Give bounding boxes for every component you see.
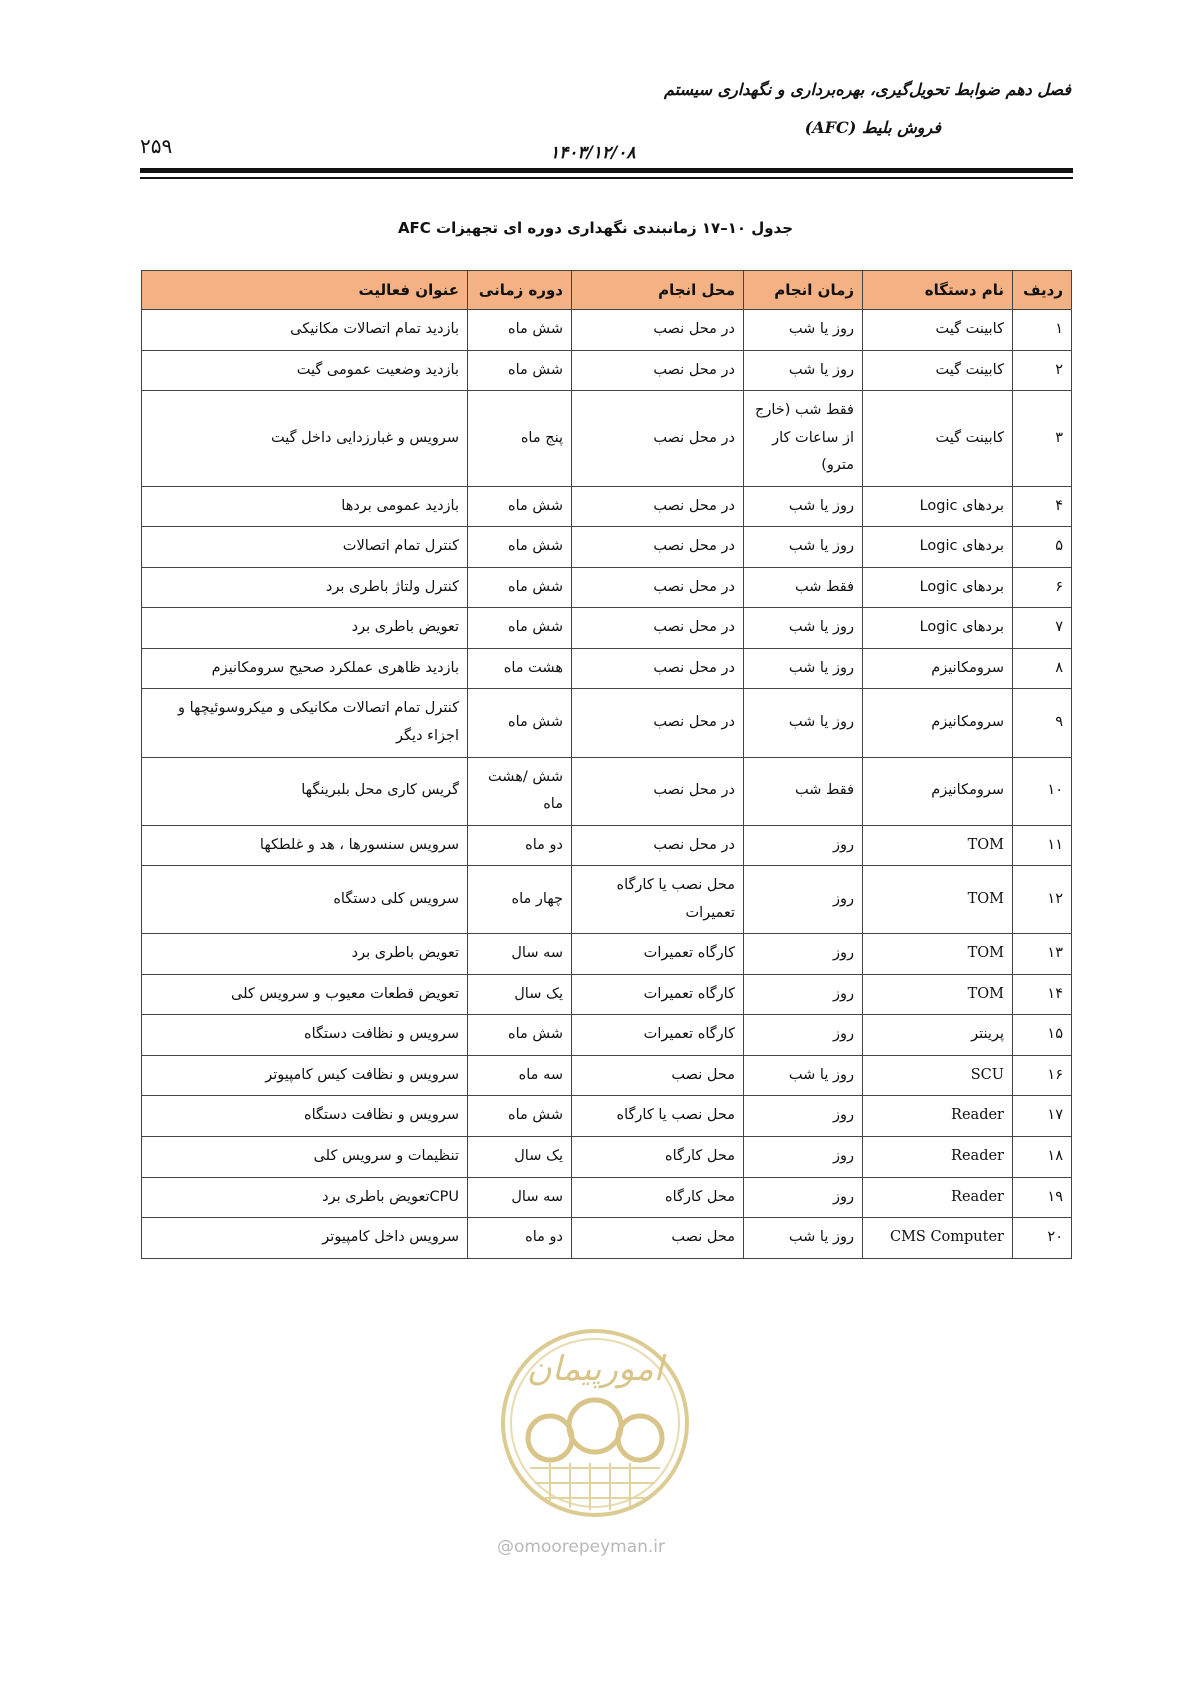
activity-cell: بازدید ظاهری عملکرد صحیح سرومکانیزم [142, 648, 468, 689]
table-header-row [142, 271, 1072, 310]
device-name-cell: پرینتر [863, 1015, 1013, 1056]
table-row [142, 1137, 1072, 1178]
activity-cell: سرویس و نظافت دستگاه [142, 1096, 468, 1137]
row-number-cell: ۱ [1013, 310, 1072, 351]
table-row [142, 1096, 1072, 1137]
device-name-cell: CMS Computer [863, 1218, 1013, 1259]
table-row [142, 934, 1072, 975]
device-name-cell: کابینت گیت [863, 350, 1013, 391]
activity-cell: کنترل تمام اتصالات [142, 527, 468, 568]
place-cell: در محل نصب [572, 757, 744, 825]
time-cell: روز یا شب [744, 1218, 863, 1259]
header-cell: عنوان فعالیت [142, 271, 468, 310]
place-cell: کارگاه تعمیرات [572, 934, 744, 975]
period-cell: سه سال [468, 1177, 572, 1218]
chapter-subtitle: فروش بلیط (AFC) [804, 118, 941, 137]
time-cell: روز یا شب [744, 310, 863, 351]
table-row [142, 527, 1072, 568]
time-cell: روز یا شب [744, 1055, 863, 1096]
device-name-cell: بردهای Logic [863, 608, 1013, 649]
place-cell: در محل نصب [572, 825, 744, 866]
activity-cell: بازدید عمومی بردها [142, 486, 468, 527]
device-name-cell: TOM [863, 825, 1013, 866]
table-row [142, 391, 1072, 487]
row-number-cell: ۱۴ [1013, 974, 1072, 1015]
row-number-cell: ۲۰ [1013, 1218, 1072, 1259]
table-row [142, 974, 1072, 1015]
period-cell: هشت ماه [468, 648, 572, 689]
header-cell: ردیف [1013, 271, 1072, 310]
table-row [142, 689, 1072, 757]
header-rule-thin [140, 177, 1073, 179]
activity-cell: سرویس سنسورها ، هد و غلطکها [142, 825, 468, 866]
row-number-cell: ۱۹ [1013, 1177, 1072, 1218]
row-number-cell: ۱۸ [1013, 1137, 1072, 1178]
row-number-cell: ۱۰ [1013, 757, 1072, 825]
place-cell: محل نصب [572, 1055, 744, 1096]
device-name-cell: TOM [863, 934, 1013, 975]
activity-cell: کنترل ولتاژ باطری برد [142, 567, 468, 608]
place-cell: در محل نصب [572, 350, 744, 391]
period-cell: شش ماه [468, 527, 572, 568]
page-number: ۲۵۹ [140, 134, 173, 158]
device-name-cell: بردهای Logic [863, 567, 1013, 608]
place-cell: محل نصب [572, 1218, 744, 1259]
activity-cell: گریس کاری محل بلبرینگها [142, 757, 468, 825]
device-name-cell: سرومکانیزم [863, 648, 1013, 689]
table-row [142, 1177, 1072, 1218]
period-cell: دو ماه [468, 825, 572, 866]
row-number-cell: ۱۶ [1013, 1055, 1072, 1096]
device-name-cell: SCU [863, 1055, 1013, 1096]
time-cell: روز یا شب [744, 486, 863, 527]
row-number-cell: ۷ [1013, 608, 1072, 649]
chapter-title: فصل دهم ضوابط تحویل‌گیری، بهره‌برداری و نگهداری سیستم [664, 80, 1071, 99]
period-cell: شش ماه [468, 567, 572, 608]
activity-cell: سرویس کلی دستگاه [142, 866, 468, 934]
activity-cell: CPUتعویض باطری برد [142, 1177, 468, 1218]
watermark-logo [490, 1318, 700, 1548]
table-row [142, 608, 1072, 649]
activity-cell: تنظیمات و سرویس کلی [142, 1137, 468, 1178]
watermark-logo-text: امورپیمان [526, 1349, 664, 1389]
row-number-cell: ۵ [1013, 527, 1072, 568]
time-cell: فقط شب (خارج از ساعات کار مترو) [744, 391, 863, 487]
activity-cell: کنترل تمام اتصالات مکانیکی و میکروسوئیچها و اجزاء دیگر [142, 689, 468, 757]
time-cell: روز [744, 1177, 863, 1218]
table-caption: جدول ۱۰–۱۷ زمانبندی نگهداری دوره ای تجهیزات AFC [397, 219, 794, 237]
time-cell: روز [744, 1096, 863, 1137]
place-cell: در محل نصب [572, 608, 744, 649]
device-name-cell: کابینت گیت [863, 391, 1013, 487]
period-cell: شش ماه [468, 350, 572, 391]
device-name-cell: Reader [863, 1096, 1013, 1137]
header-cell: دوره زمانی [468, 271, 572, 310]
activity-cell: تعویض باطری برد [142, 608, 468, 649]
period-cell: یک سال [468, 974, 572, 1015]
table-row [142, 310, 1072, 351]
period-cell: شش ماه [468, 310, 572, 351]
activity-cell: سرویس و نظافت کیس کامپیوتر [142, 1055, 468, 1096]
place-cell: محل کارگاه [572, 1177, 744, 1218]
period-cell: سه سال [468, 934, 572, 975]
place-cell: محل کارگاه [572, 1137, 744, 1178]
period-cell: یک سال [468, 1137, 572, 1178]
table-row [142, 825, 1072, 866]
period-cell: سه ماه [468, 1055, 572, 1096]
table-row [142, 567, 1072, 608]
period-cell: شش ماه [468, 608, 572, 649]
period-cell: پنج ماه [468, 391, 572, 487]
row-number-cell: ۳ [1013, 391, 1072, 487]
device-name-cell: بردهای Logic [863, 527, 1013, 568]
row-number-cell: ۱۵ [1013, 1015, 1072, 1056]
row-number-cell: ۶ [1013, 567, 1072, 608]
row-number-cell: ۹ [1013, 689, 1072, 757]
activity-cell: سرویس داخل کامپیوتر [142, 1218, 468, 1259]
table-row [142, 648, 1072, 689]
row-number-cell: ۱۷ [1013, 1096, 1072, 1137]
device-name-cell: بردهای Logic [863, 486, 1013, 527]
header-cell: نام دستگاه [863, 271, 1013, 310]
place-cell: در محل نصب [572, 486, 744, 527]
place-cell: در محل نصب [572, 689, 744, 757]
header-cell: زمان انجام [744, 271, 863, 310]
period-cell: شش ماه [468, 1015, 572, 1056]
table-row [142, 350, 1072, 391]
time-cell: روز [744, 1137, 863, 1178]
document-date: ۱۴۰۳/۱۲/۰۸ [550, 143, 636, 163]
device-name-cell: کابینت گیت [863, 310, 1013, 351]
watermark-gears [528, 1400, 662, 1460]
time-cell: روز [744, 866, 863, 934]
row-number-cell: ۱۱ [1013, 825, 1072, 866]
place-cell: در محل نصب [572, 310, 744, 351]
time-cell: روز یا شب [744, 527, 863, 568]
period-cell: شش /هشت ماه [468, 757, 572, 825]
row-number-cell: ۲ [1013, 350, 1072, 391]
place-cell: محل نصب یا کارگاه تعمیرات [572, 866, 744, 934]
activity-cell: بازدید وضعیت عمومی گیت [142, 350, 468, 391]
row-number-cell: ۸ [1013, 648, 1072, 689]
period-cell: شش ماه [468, 689, 572, 757]
place-cell: کارگاه تعمیرات [572, 1015, 744, 1056]
table-body [142, 310, 1072, 1259]
activity-cell: سرویس و نظافت دستگاه [142, 1015, 468, 1056]
time-cell: روز [744, 825, 863, 866]
table-row [142, 1015, 1072, 1056]
place-cell: در محل نصب [572, 527, 744, 568]
row-number-cell: ۱۲ [1013, 866, 1072, 934]
maintenance-schedule-table [141, 270, 1072, 1259]
place-cell: کارگاه تعمیرات [572, 974, 744, 1015]
table-row [142, 486, 1072, 527]
period-cell: شش ماه [468, 1096, 572, 1137]
time-cell: فقط شب [744, 567, 863, 608]
time-cell: فقط شب [744, 757, 863, 825]
table-row [142, 1218, 1072, 1259]
period-cell: شش ماه [468, 486, 572, 527]
row-number-cell: ۱۳ [1013, 934, 1072, 975]
period-cell: چهار ماه [468, 866, 572, 934]
activity-cell: تعویض قطعات معیوب و سرویس کلی [142, 974, 468, 1015]
device-name-cell: TOM [863, 974, 1013, 1015]
time-cell: روز یا شب [744, 689, 863, 757]
device-name-cell: Reader [863, 1137, 1013, 1178]
time-cell: روز [744, 934, 863, 975]
watermark-caption: @omoorepeyman.ir [497, 1537, 666, 1557]
activity-cell: سرویس و غبارزدایی داخل گیت [142, 391, 468, 487]
time-cell: روز یا شب [744, 608, 863, 649]
place-cell: در محل نصب [572, 567, 744, 608]
device-name-cell: سرومکانیزم [863, 689, 1013, 757]
header-rule-thick [140, 168, 1073, 173]
table-row [142, 866, 1072, 934]
device-name-cell: Reader [863, 1177, 1013, 1218]
header-cell: محل انجام [572, 271, 744, 310]
period-cell: دو ماه [468, 1218, 572, 1259]
time-cell: روز [744, 974, 863, 1015]
activity-cell: تعویض باطری برد [142, 934, 468, 975]
device-name-cell: TOM [863, 866, 1013, 934]
place-cell: محل نصب یا کارگاه [572, 1096, 744, 1137]
activity-cell: بازدید تمام اتصالات مکانیکی [142, 310, 468, 351]
place-cell: در محل نصب [572, 391, 744, 487]
place-cell: در محل نصب [572, 648, 744, 689]
time-cell: روز [744, 1015, 863, 1056]
table-row [142, 757, 1072, 825]
table-row [142, 1055, 1072, 1096]
time-cell: روز یا شب [744, 648, 863, 689]
time-cell: روز یا شب [744, 350, 863, 391]
device-name-cell: سرومکانیزم [863, 757, 1013, 825]
row-number-cell: ۴ [1013, 486, 1072, 527]
